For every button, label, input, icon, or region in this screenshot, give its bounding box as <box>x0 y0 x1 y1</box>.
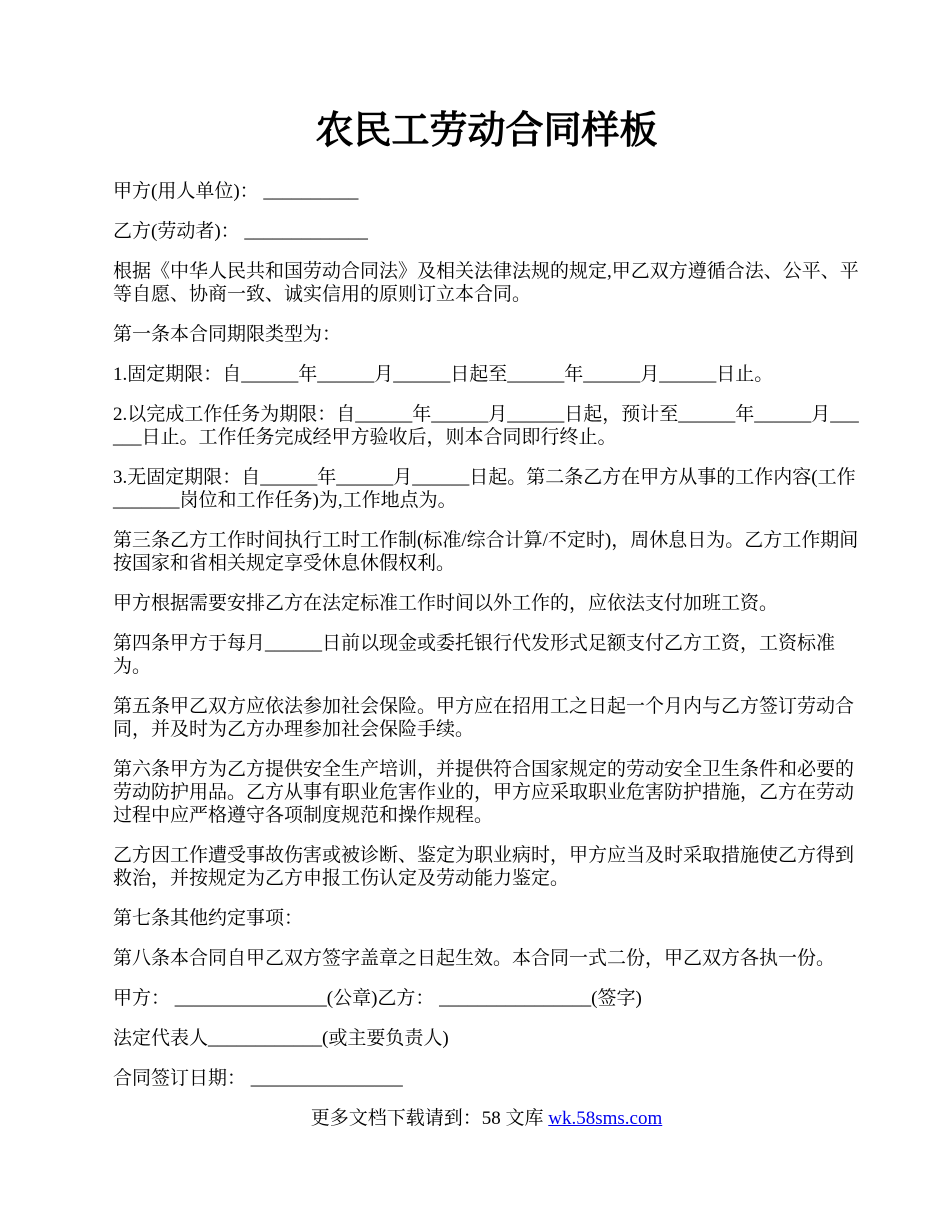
clause-6-safety-training: 第六条甲方为乙方提供安全生产培训，并提供符合国家规定的劳动安全卫生条件和必要的劳动防护用品。乙方从事有职业危害作业的，甲方应采取职业危害防护措施，乙方在劳动过程中应严格遵守各项制度规范和操作规程。 <box>113 759 855 826</box>
party-a-line: 甲方(用人单位)： __________ <box>113 181 359 202</box>
work-injury-paragraph: 乙方因工作遭受事故伤害或被诊断、鉴定为职业病时，甲方应当及时采取措施使乙方得到救治，并按规定为乙方申报工伤认定及劳动能力鉴定。 <box>113 845 855 889</box>
clause-3-working-hours: 第三条乙方工作时间执行工时工作制(标准/综合计算/不定时)，周休息日为。乙方工作期间按国家和省相关规定享受休息休假权利。 <box>113 530 859 574</box>
preamble-paragraph: 根据《中华人民共和国劳动合同法》及相关法律法规的规定,甲乙双方遵循合法、公平、平等自愿、协商一致、诚实信用的原则订立本合同。 <box>113 261 859 305</box>
signature-line: 甲方： ________________(公章)乙方： ________________(签字) <box>113 988 642 1009</box>
term-option-open-ended-and-clause-2: 3.无固定期限：自______年______月______日起。第二条乙方在甲方从事的工作内容(工作_______岗位和工作任务)为,工作地点为。 <box>113 467 856 511</box>
document-title: 农民工劳动合同样板 <box>315 110 658 152</box>
signing-date-line: 合同签订日期： ________________ <box>113 1068 403 1089</box>
footer-download-link[interactable]: wk.58sms.com <box>548 1108 663 1129</box>
term-option-task-based: 2.以完成工作任务为期限：自______年______月______日起，预计至______年______月______日止。工作任务完成经甲方验收后，则本合同即行终止。 <box>113 404 859 448</box>
party-b-line: 乙方(劳动者)： _____________ <box>113 221 368 242</box>
clause-8-effectiveness: 第八条本合同自甲乙双方签字盖章之日起生效。本合同一式二份，甲乙双方各执一份。 <box>113 948 836 969</box>
legal-representative-line: 法定代表人____________(或主要负责人) <box>113 1028 449 1049</box>
overtime-pay-paragraph: 甲方根据需要安排乙方在法定标准工作时间以外工作的，应依法支付加班工资。 <box>113 593 779 614</box>
term-option-fixed: 1.固定期限：自______年______月______日起至______年______月______日止。 <box>113 364 774 385</box>
clause-7-other-matters: 第七条其他约定事项： <box>113 908 304 929</box>
footer-download-note <box>113 1107 860 1130</box>
clause-1-term-type: 第一条本合同期限类型为： <box>113 324 342 345</box>
clause-5-social-insurance: 第五条甲乙双方应依法参加社会保险。甲方应在招用工之日起一个月内与乙方签订劳动合同，并及时为乙方办理参加社会保险手续。 <box>113 696 855 740</box>
footer-download-text: 更多文档下载请到：58 文库 <box>310 1108 549 1129</box>
clause-4-wages: 第四条甲方于每月______日前以现金或委托银行代发形式足额支付乙方工资，工资标准为。 <box>113 633 836 677</box>
